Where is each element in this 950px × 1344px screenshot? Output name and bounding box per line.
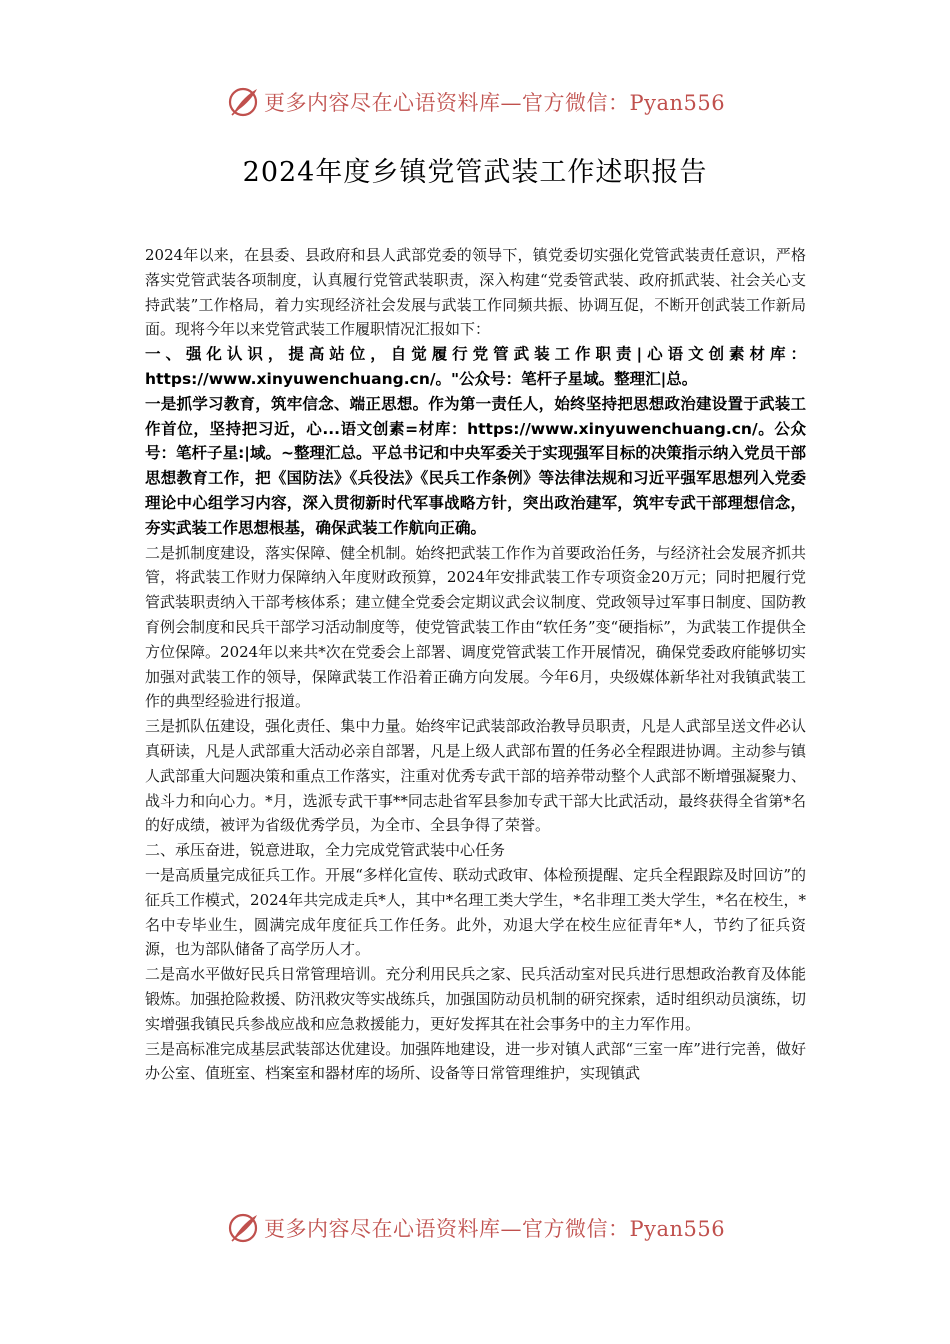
paragraph-intro: 2024年以来，在县委、县政府和县人武部党委的领导下，镇党委切实强化党管武装责任意识，严格落实党管武装各项制度，认真履行党管武装职责，深入构建“党委管武装、政府抓武装、社会关心支持武装”工作格局，着力实现经济社会发展与武装工作同频共振、协调互促，不断开创武装工作新局面。现将今年以来党管武装工作履职情况汇报如下： — [145, 246, 806, 339]
paragraph-system-building: 二是抓制度建设，落实保障、健全机制。始终把武装工作作为首要政治任务，与经济社会发展齐抓共管，将武装工作财力保障纳入年度财政预算，2024年安排武装工作专项资金20万元；同时把履行党管武装职责纳入干部考核体系；建立健全党委会定期议武会议制度、党政领导过军事日制度、国防教育例会制度和民兵干部学习活动制度等，使党管武装工作由“软任务”变“硬指标”，为武装工作提供全方位保障。2024年以来共*次在党委会上部署、调度党管武装工作开展情况，确保党委政府能够切实加强对武装工作的领导，保障武装工作沿着正确方向发展。今年6月，央级媒体新华社对我镇武装工作的典型经验进行报道。 — [145, 543, 806, 711]
watermark-banner-top — [226, 84, 726, 120]
paragraph-armed-dept-construction: 三是高标准完成基层武装部达优建设。加强阵地建设，进一步对镇人武部“三室一库”进行完善，做好办公室、值班室、档案室和器材库的场所、设备等日常管理维护，实现镇武 — [145, 1039, 806, 1083]
watermark-text: 更多内容尽在心语资料库—官方微信：Pyan556 — [264, 1217, 726, 1241]
watermark-banner-bottom — [226, 1210, 726, 1246]
paragraph-team-building: 三是抓队伍建设，强化责任、集中力量。始终牢记武装部政治教导员职责，凡是人武部呈送文件必认真研读，凡是人武部重大活动必亲自部署，凡是上级人武部布置的任务必全程跟进协调。主动参与镇人武部重大问题决策和重点工作落实，注重对优秀专武干部的培养带动整个人武部不断增强凝聚力、战斗力和向心力。*月，选派专武干事**同志赴省军县参加专武干部大比武活动，最终获得全省第*名的好成绩，被评为省级优秀学员，为全市、全县争得了荣誉。 — [145, 717, 806, 835]
section-heading-1: 一、强化认识，提高站位，自觉履行党管武装工作职责|心语文创素材库：https://www.xinyuwenchuang.cn/。"公众号：笔杆子星域。整理汇|总。 — [145, 345, 806, 388]
paragraph-militia-training: 二是高水平做好民兵日常管理培训。充分利用民兵之家、民兵活动室对民兵进行思想政治教育及体能锻炼。加强抢险救援、防汛救灾等实战练兵，加强国防动员机制的研究探索，适时组织动员演练，切实增强我镇民兵参战应战和应急救援能力，更好发挥其在社会事务中的主力军作用。 — [145, 965, 806, 1033]
feather-pen-logo-icon — [226, 85, 260, 119]
section-heading-2: 二、承压奋进，锐意进取，全力完成党管武装中心任务 — [145, 841, 506, 860]
feather-pen-logo-icon — [226, 1211, 260, 1245]
document-body — [145, 243, 806, 1086]
paragraph-conscription: 一是高质量完成征兵工作。开展“多样化宣传、联动式政审、体检预提醒、定兵全程跟踪及时回访”的征兵工作模式，2024年共完成走兵*人，其中*名理工类大学生，*名非理工类大学生，*名在校生，*名中专毕业生，圆满完成年度征兵工作任务。此外，劝退大学在校生应征青年*人，节约了征兵资源，也为部队储备了高学历人才。 — [145, 865, 806, 959]
watermark-text: 更多内容尽在心语资料库—官方微信：Pyan556 — [264, 91, 726, 115]
document-title: 2024年度乡镇党管武装工作述职报告 — [242, 157, 708, 188]
paragraph-study-education: 一是抓学习教育，筑牢信念、端正思想。作为第一责任人，始终坚持把思想政治建设置于武装工作首位，坚持把习近，心...语文创素=材库：https://www.xinyuwenchuang.cn/。公众号：笔杆子星:|域。~整理汇总。平总书记和中央军委关于实现强军目标的决策指示纳入党员干部思想教育工作，把《国防法》《兵役法》《民兵工作条例》等法律法规和习近平强军思想列入党委理论中心组学习内容，深入贯彻新时代军事战略方针，突出政治建军，筑牢专武干部理想信念，夯实武装工作思想根基，确保武装工作航向正确。 — [145, 394, 806, 537]
